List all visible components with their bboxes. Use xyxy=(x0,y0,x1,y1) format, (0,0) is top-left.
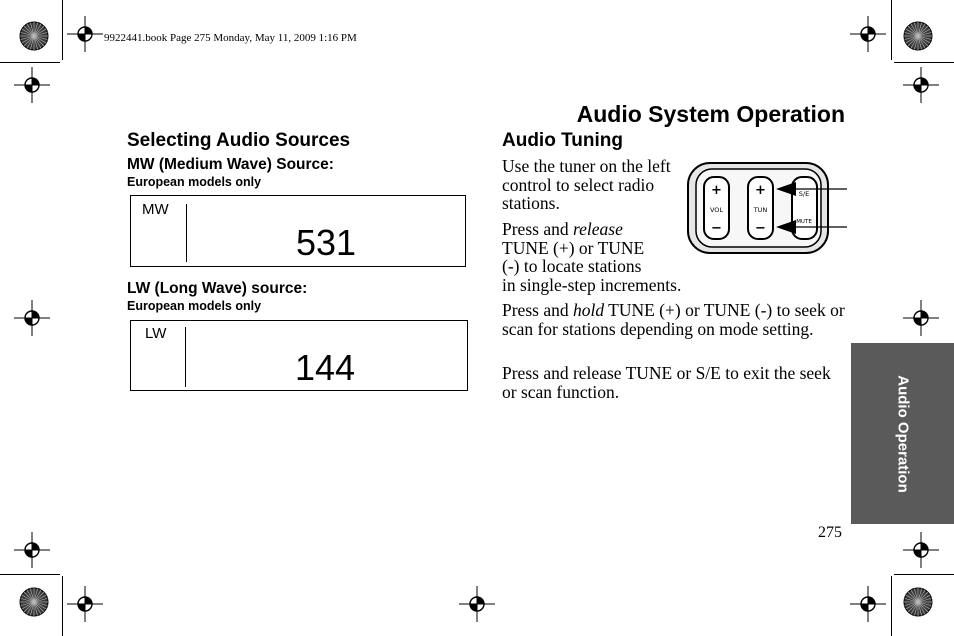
page-number: 275 xyxy=(818,524,842,541)
lw-display-divider xyxy=(185,327,186,387)
tuning-paragraph-4: Press and release TUNE or S/E to exit the seek or scan function. xyxy=(502,363,831,402)
crosshair-registration-icon xyxy=(12,65,52,105)
book-header: 9922441.book Page 275 Monday, May 11, 2009 1:16 PM xyxy=(104,32,357,44)
sunburst-registration-icon xyxy=(18,20,50,52)
crop-mark-line xyxy=(62,0,63,60)
lw-display-label: LW xyxy=(145,325,167,342)
crop-mark-line xyxy=(0,62,60,63)
crosshair-registration-icon xyxy=(848,584,888,624)
side-tab xyxy=(851,343,954,524)
para3-prefix: Press and xyxy=(502,300,573,320)
lw-note: European models only xyxy=(127,299,262,313)
crop-mark-line xyxy=(0,574,60,575)
tun-label: TUN xyxy=(753,206,768,214)
sunburst-registration-icon xyxy=(902,586,934,618)
crosshair-registration-icon xyxy=(65,14,105,54)
tuning-paragraph-3 xyxy=(502,301,848,338)
lw-subheading: LW (Long Wave) source: xyxy=(127,280,308,297)
vol-plus-symbol: + xyxy=(711,183,722,198)
crosshair-registration-icon xyxy=(457,584,497,624)
tuning-paragraph-1: Use the tuner on the left control to select radio stations. xyxy=(502,156,671,214)
crosshair-registration-icon xyxy=(901,65,941,105)
se-label: S/E xyxy=(798,190,810,198)
tun-minus-symbol: − xyxy=(755,221,766,236)
mw-display-divider xyxy=(186,204,187,262)
side-tab-label: Audio Operation xyxy=(894,374,911,493)
vol-rocker xyxy=(704,177,729,239)
mw-note: European models only xyxy=(127,175,262,189)
para2-prefix: Press and xyxy=(502,219,573,239)
crop-mark-line xyxy=(894,62,954,63)
crop-mark-line xyxy=(891,576,892,636)
para2-emphasis: release xyxy=(572,219,623,239)
crosshair-registration-icon xyxy=(901,298,941,338)
tun-plus-symbol: + xyxy=(755,183,766,198)
sunburst-registration-icon xyxy=(18,586,50,618)
para3-suffix: TUNE (+) or TUNE (-) to seek or scan for stations depending on mode setting. xyxy=(502,300,845,339)
mw-subheading: MW (Medium Wave) Source: xyxy=(127,156,334,173)
page-title: Audio System Operation xyxy=(576,101,845,127)
crosshair-registration-icon xyxy=(901,530,941,570)
crosshair-registration-icon xyxy=(12,530,52,570)
tun-rocker xyxy=(748,177,773,239)
sunburst-registration-icon xyxy=(902,20,934,52)
vol-minus-symbol: − xyxy=(711,221,722,236)
crosshair-registration-icon xyxy=(12,298,52,338)
section-heading-audio-tuning: Audio Tuning xyxy=(502,130,623,151)
crop-mark-line xyxy=(894,574,954,575)
crosshair-registration-icon xyxy=(848,14,888,54)
section-heading-audio-sources: Selecting Audio Sources xyxy=(127,130,351,151)
crop-mark-line xyxy=(62,576,63,636)
crosshair-registration-icon xyxy=(65,584,105,624)
para3-emphasis: hold xyxy=(572,300,605,320)
crop-mark-line xyxy=(891,0,892,60)
lw-display-value: 144 xyxy=(295,347,356,388)
para2-line-3: in single-step increments. xyxy=(502,274,682,295)
lw-display xyxy=(130,320,468,391)
para2-line-1: TUNE (+) or TUNE xyxy=(502,237,645,258)
mw-display xyxy=(130,195,466,267)
vol-label: VOL xyxy=(709,206,724,214)
mute-label: MUTE xyxy=(796,219,812,225)
para2-line-2: (-) to locate stations xyxy=(502,256,642,277)
mw-display-value: 531 xyxy=(296,222,357,263)
mw-display-label: MW xyxy=(142,201,169,218)
steering-control-figure xyxy=(686,160,848,260)
